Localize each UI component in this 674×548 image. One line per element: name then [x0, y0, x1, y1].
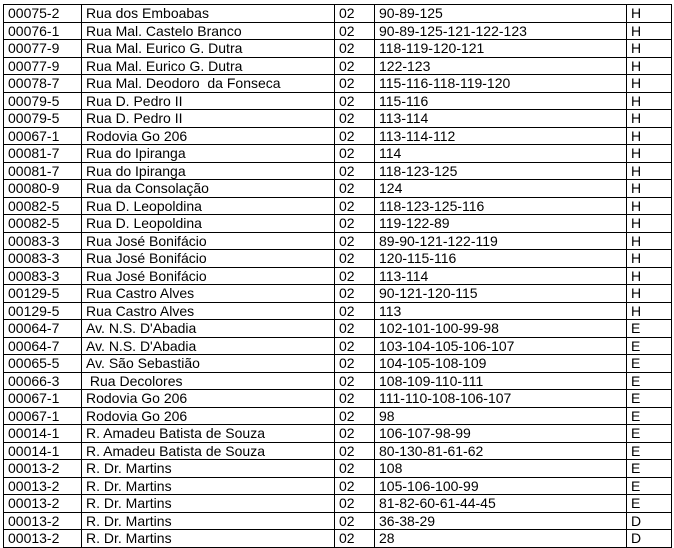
table-row [4, 442, 672, 460]
street-code-cell: 00083-3 [4, 232, 82, 250]
table-row [4, 180, 672, 198]
table-row [4, 285, 672, 303]
table-row [4, 355, 672, 373]
lot-numbers-cell: 28 [375, 530, 627, 548]
street-name-cell: R. Dr. Martins [82, 460, 335, 478]
class-cell: D [627, 530, 672, 548]
zone-cell: 02 [335, 5, 375, 23]
zone-cell: 02 [335, 145, 375, 163]
lot-numbers-cell: 119-122-89 [375, 215, 627, 233]
class-cell: E [627, 320, 672, 338]
street-code-cell: 00078-7 [4, 75, 82, 93]
table-row [4, 215, 672, 233]
class-cell: E [627, 425, 672, 443]
class-cell: E [627, 495, 672, 513]
class-cell: E [627, 477, 672, 495]
table-row [4, 57, 672, 75]
street-code-cell: 00064-7 [4, 337, 82, 355]
zone-cell: 02 [335, 390, 375, 408]
street-name-cell: Rua D. Pedro II [82, 92, 335, 110]
table-row [4, 110, 672, 128]
street-code-cell: 00064-7 [4, 320, 82, 338]
lot-numbers-cell: 36-38-29 [375, 512, 627, 530]
lot-numbers-cell: 108 [375, 460, 627, 478]
table-row [4, 320, 672, 338]
class-cell: H [627, 22, 672, 40]
table-row [4, 250, 672, 268]
zone-cell: 02 [335, 302, 375, 320]
street-name-cell: Av. São Sebastião [82, 355, 335, 373]
street-name-cell: Rua Mal. Deodoro da Fonseca [82, 75, 335, 93]
lot-numbers-cell: 90-89-125-121-122-123 [375, 22, 627, 40]
street-name-cell: R. Dr. Martins [82, 530, 335, 548]
zone-cell: 02 [335, 127, 375, 145]
class-cell: H [627, 145, 672, 163]
street-code-cell: 00065-5 [4, 355, 82, 373]
table-row [4, 5, 672, 23]
table-row [4, 22, 672, 40]
street-name-cell: Rua do Ipiranga [82, 162, 335, 180]
table-row [4, 162, 672, 180]
zone-cell: 02 [335, 197, 375, 215]
street-name-cell: R. Dr. Martins [82, 512, 335, 530]
table-row [4, 477, 672, 495]
street-code-cell: 00013-2 [4, 477, 82, 495]
table-row [4, 495, 672, 513]
lot-numbers-cell: 115-116 [375, 92, 627, 110]
lot-numbers-cell: 113-114 [375, 110, 627, 128]
lot-numbers-cell: 111-110-108-106-107 [375, 390, 627, 408]
street-lots-table [3, 4, 672, 548]
lot-numbers-cell: 113-114 [375, 267, 627, 285]
zone-cell: 02 [335, 285, 375, 303]
zone-cell: 02 [335, 407, 375, 425]
street-name-cell: Rua D. Pedro II [82, 110, 335, 128]
table-row [4, 127, 672, 145]
zone-cell: 02 [335, 215, 375, 233]
street-name-cell: Rua Decolores [82, 372, 335, 390]
street-code-cell: 00083-3 [4, 250, 82, 268]
street-code-cell: 00077-9 [4, 40, 82, 58]
street-name-cell: Rodovia Go 206 [82, 127, 335, 145]
street-code-cell: 00129-5 [4, 285, 82, 303]
street-code-cell: 00082-5 [4, 215, 82, 233]
street-code-cell: 00013-2 [4, 512, 82, 530]
street-code-cell: 00066-3 [4, 372, 82, 390]
street-name-cell: R. Amadeu Batista de Souza [82, 425, 335, 443]
class-cell: H [627, 285, 672, 303]
street-code-cell: 00014-1 [4, 425, 82, 443]
lot-numbers-cell: 105-106-100-99 [375, 477, 627, 495]
street-code-cell: 00067-1 [4, 390, 82, 408]
zone-cell: 02 [335, 92, 375, 110]
lot-numbers-cell: 102-101-100-99-98 [375, 320, 627, 338]
lot-numbers-cell: 81-82-60-61-44-45 [375, 495, 627, 513]
street-code-cell: 00067-1 [4, 127, 82, 145]
lot-numbers-cell: 104-105-108-109 [375, 355, 627, 373]
street-name-cell: Rua José Bonifácio [82, 250, 335, 268]
table-row [4, 407, 672, 425]
zone-cell: 02 [335, 267, 375, 285]
street-name-cell: Av. N.S. D'Abadia [82, 320, 335, 338]
class-cell: E [627, 442, 672, 460]
zone-cell: 02 [335, 57, 375, 75]
zone-cell: 02 [335, 75, 375, 93]
table-row [4, 145, 672, 163]
lot-numbers-cell: 118-123-125 [375, 162, 627, 180]
street-name-cell: Rodovia Go 206 [82, 390, 335, 408]
street-code-cell: 00075-2 [4, 5, 82, 23]
zone-cell: 02 [335, 232, 375, 250]
zone-cell: 02 [335, 250, 375, 268]
table-row [4, 40, 672, 58]
table-row [4, 75, 672, 93]
class-cell: H [627, 180, 672, 198]
class-cell: E [627, 372, 672, 390]
zone-cell: 02 [335, 110, 375, 128]
class-cell: H [627, 40, 672, 58]
street-name-cell: R. Amadeu Batista de Souza [82, 442, 335, 460]
class-cell: H [627, 215, 672, 233]
street-name-cell: Rua dos Emboabas [82, 5, 335, 23]
street-name-cell: R. Dr. Martins [82, 477, 335, 495]
table-row [4, 530, 672, 548]
street-name-cell: Rodovia Go 206 [82, 407, 335, 425]
class-cell: H [627, 5, 672, 23]
street-code-cell: 00083-3 [4, 267, 82, 285]
class-cell: H [627, 162, 672, 180]
street-code-cell: 00067-1 [4, 407, 82, 425]
table-body [4, 5, 672, 548]
lot-numbers-cell: 103-104-105-106-107 [375, 337, 627, 355]
table-row [4, 337, 672, 355]
street-name-cell: Av. N.S. D'Abadia [82, 337, 335, 355]
table-row [4, 92, 672, 110]
class-cell: H [627, 250, 672, 268]
zone-cell: 02 [335, 40, 375, 58]
street-code-cell: 00077-9 [4, 57, 82, 75]
zone-cell: 02 [335, 372, 375, 390]
zone-cell: 02 [335, 162, 375, 180]
class-cell: E [627, 407, 672, 425]
class-cell: H [627, 75, 672, 93]
table-row [4, 372, 672, 390]
street-code-cell: 00014-1 [4, 442, 82, 460]
class-cell: H [627, 267, 672, 285]
zone-cell: 02 [335, 180, 375, 198]
lot-numbers-cell: 106-107-98-99 [375, 425, 627, 443]
street-code-cell: 00076-1 [4, 22, 82, 40]
lot-numbers-cell: 118-119-120-121 [375, 40, 627, 58]
street-code-cell: 00013-2 [4, 530, 82, 548]
class-cell: H [627, 110, 672, 128]
zone-cell: 02 [335, 320, 375, 338]
street-code-cell: 00013-2 [4, 495, 82, 513]
lot-numbers-cell: 124 [375, 180, 627, 198]
class-cell: E [627, 390, 672, 408]
lot-numbers-cell: 90-89-125 [375, 5, 627, 23]
table-row [4, 390, 672, 408]
lot-numbers-cell: 120-115-116 [375, 250, 627, 268]
street-name-cell: Rua D. Leopoldina [82, 197, 335, 215]
street-code-cell: 00081-7 [4, 145, 82, 163]
zone-cell: 02 [335, 460, 375, 478]
street-name-cell: Rua Mal. Eurico G. Dutra [82, 57, 335, 75]
zone-cell: 02 [335, 337, 375, 355]
lot-numbers-cell: 115-116-118-119-120 [375, 75, 627, 93]
street-name-cell: Rua José Bonifácio [82, 232, 335, 250]
table-row [4, 512, 672, 530]
lot-numbers-cell: 80-130-81-61-62 [375, 442, 627, 460]
zone-cell: 02 [335, 22, 375, 40]
table-row [4, 425, 672, 443]
street-code-cell: 00079-5 [4, 110, 82, 128]
table-row [4, 232, 672, 250]
lot-numbers-cell: 122-123 [375, 57, 627, 75]
street-name-cell: Rua do Ipiranga [82, 145, 335, 163]
zone-cell: 02 [335, 442, 375, 460]
street-name-cell: R. Dr. Martins [82, 495, 335, 513]
lot-numbers-cell: 108-109-110-111 [375, 372, 627, 390]
zone-cell: 02 [335, 495, 375, 513]
street-name-cell: Rua Castro Alves [82, 285, 335, 303]
street-code-cell: 00080-9 [4, 180, 82, 198]
zone-cell: 02 [335, 512, 375, 530]
lot-numbers-cell: 98 [375, 407, 627, 425]
zone-cell: 02 [335, 355, 375, 373]
table-row [4, 460, 672, 478]
lot-numbers-cell: 89-90-121-122-119 [375, 232, 627, 250]
street-code-cell: 00082-5 [4, 197, 82, 215]
class-cell: H [627, 197, 672, 215]
class-cell: E [627, 355, 672, 373]
class-cell: H [627, 92, 672, 110]
street-code-cell: 00129-5 [4, 302, 82, 320]
class-cell: E [627, 337, 672, 355]
street-name-cell: Rua D. Leopoldina [82, 215, 335, 233]
zone-cell: 02 [335, 530, 375, 548]
zone-cell: 02 [335, 425, 375, 443]
street-name-cell: Rua Mal. Eurico G. Dutra [82, 40, 335, 58]
class-cell: H [627, 302, 672, 320]
zone-cell: 02 [335, 477, 375, 495]
street-name-cell: Rua Castro Alves [82, 302, 335, 320]
lot-numbers-cell: 113-114-112 [375, 127, 627, 145]
class-cell: H [627, 127, 672, 145]
class-cell: H [627, 232, 672, 250]
class-cell: H [627, 57, 672, 75]
street-name-cell: Rua José Bonifácio [82, 267, 335, 285]
street-code-cell: 00079-5 [4, 92, 82, 110]
lot-numbers-cell: 90-121-120-115 [375, 285, 627, 303]
street-code-cell: 00013-2 [4, 460, 82, 478]
lot-numbers-cell: 113 [375, 302, 627, 320]
street-code-cell: 00081-7 [4, 162, 82, 180]
table-row [4, 197, 672, 215]
street-name-cell: Rua da Consolação [82, 180, 335, 198]
table-row [4, 267, 672, 285]
lot-numbers-cell: 114 [375, 145, 627, 163]
class-cell: D [627, 512, 672, 530]
table-row [4, 302, 672, 320]
lot-numbers-cell: 118-123-125-116 [375, 197, 627, 215]
class-cell: E [627, 460, 672, 478]
street-name-cell: Rua Mal. Castelo Branco [82, 22, 335, 40]
